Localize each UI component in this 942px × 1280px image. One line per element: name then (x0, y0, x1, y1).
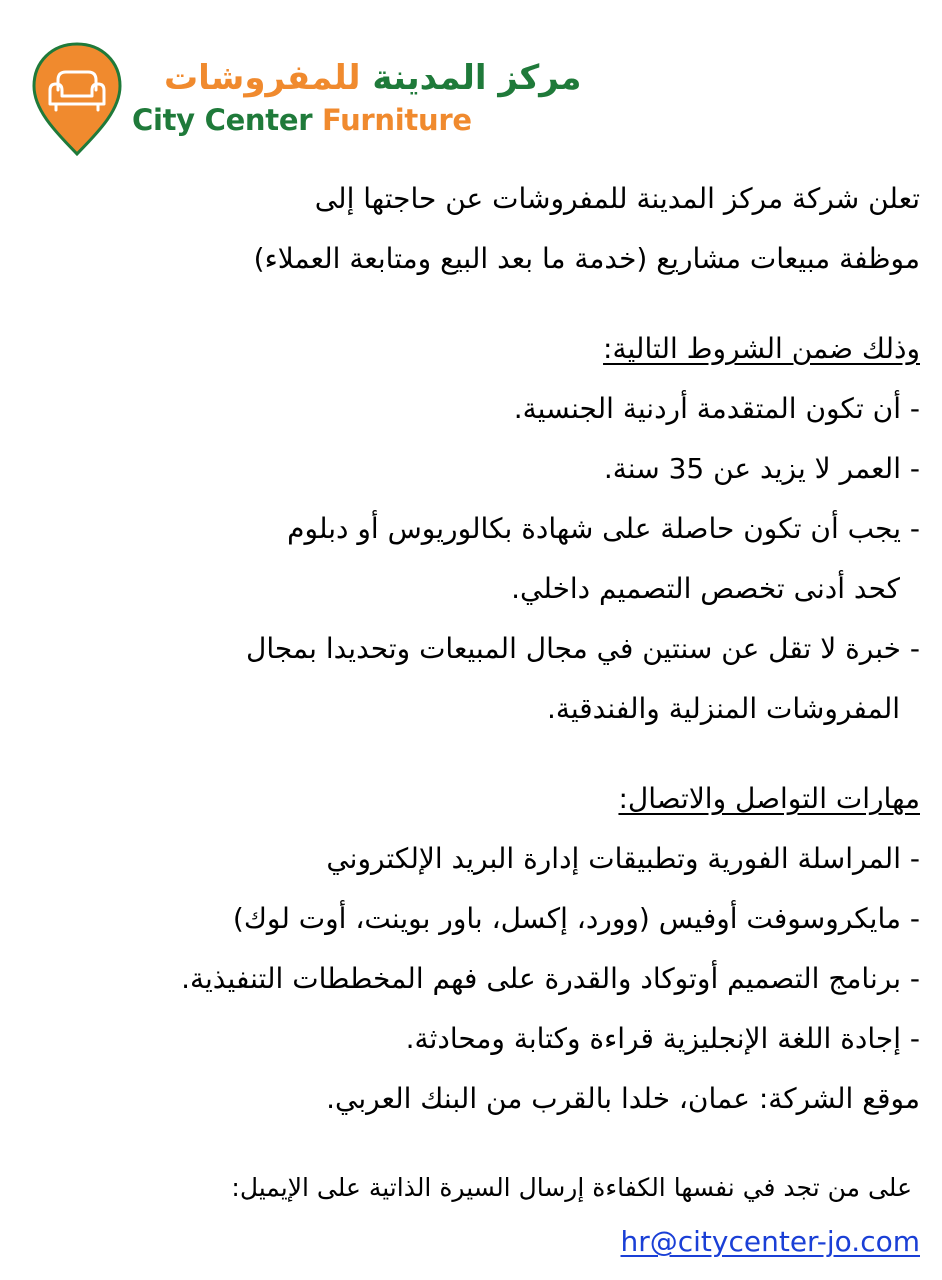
skill-item: - إجادة اللغة الإنجليزية قراءة وكتابة ومحادثة. (405, 1022, 920, 1055)
condition-item-continuation: كحد أدنى تخصص التصميم داخلي. (511, 572, 900, 605)
map-pin-sofa-icon (30, 40, 124, 158)
skill-item: - المراسلة الفورية وتطبيقات إدارة البريد الإلكتروني (326, 842, 920, 875)
logo-english-part1: City Center (132, 103, 323, 137)
skill-item: - مايكروسوفت أوفيس (وورد، إكسل، باور بوينت، أوت لوك) (232, 902, 920, 935)
skills-heading: مهارات التواصل والاتصال: (618, 782, 920, 815)
condition-item: - أن تكون المتقدمة أردنية الجنسية. (513, 392, 920, 425)
condition-item: - خبرة لا تقل عن سنتين في مجال المبيعات وتحديدا بمجال (245, 632, 920, 665)
intro-line-1: تعلن شركة مركز المدينة للمفروشات عن حاجتها إلى (314, 182, 920, 215)
logo-arabic-name (164, 58, 581, 98)
condition-item: - يجب أن تكون حاصلة على شهادة بكالوريوس أو دبلوم (287, 512, 920, 545)
logo-arabic-part1: مركز المدينة (360, 58, 582, 98)
conditions-heading: وذلك ضمن الشروط التالية: (603, 332, 920, 365)
condition-item: - العمر لا يزيد عن 35 سنة. (603, 452, 920, 485)
company-logo (30, 40, 582, 160)
condition-item-continuation: المفروشات المنزلية والفندقية. (546, 692, 900, 725)
logo-arabic-part2: للمفروشات (164, 58, 361, 98)
skill-item: - برنامج التصميم أوتوكاد والقدرة على فهم المخططات التنفيذية. (181, 962, 920, 995)
logo-english-part2: Furniture (322, 103, 472, 137)
intro-line-2: موظفة مبيعات مشاريع (خدمة ما بعد البيع ومتابعة العملاء) (253, 242, 920, 275)
apply-note: على من تجد في نفسها الكفاءة إرسال السيرة الذاتية على الإيميل: (231, 1173, 912, 1202)
logo-english-name (132, 100, 472, 140)
company-location: موقع الشركة: عمان، خلدا بالقرب من البنك العربي. (326, 1082, 920, 1115)
email-link[interactable]: hr@citycenter-jo.com (620, 1225, 920, 1258)
